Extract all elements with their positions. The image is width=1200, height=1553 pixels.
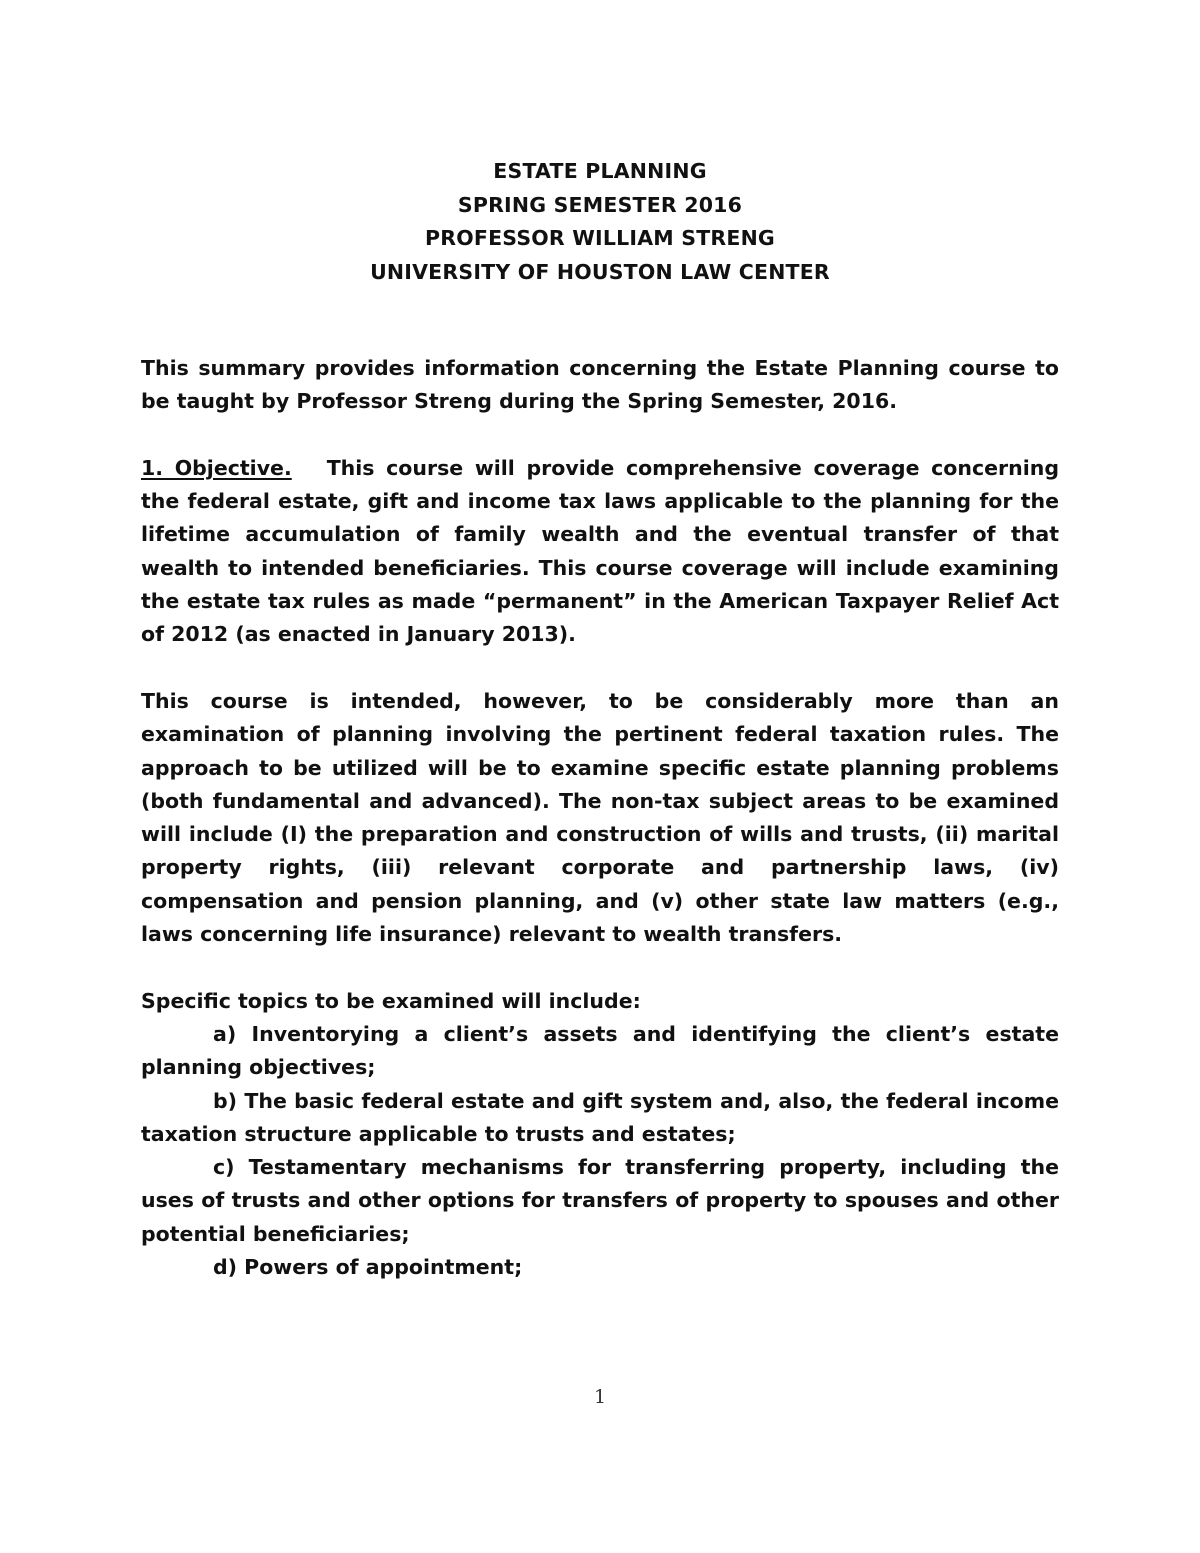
objective-text: This course will provide comprehensive coverage concerning the federal estate, gift and income tax laws applicable to the planning for the lifetime accumulation of family wealth and the eventual transfer of that wealth to intended beneficiaries. This course coverage will include examining the estate tax rules as made “permanent” in the American Taxpayer Relief Act of 2012 (as enacted in January 2013).	[141, 455, 1059, 647]
topic-item: c) Testamentary mechanisms for transferring property, including the uses of trusts and other options for transfers of property to spouses and other potential beneficiaries;	[141, 1155, 1059, 1246]
topics-list	[141, 985, 1059, 1285]
institution: UNIVERSITY OF HOUSTON LAW CENTER	[370, 259, 830, 284]
page-number: 1	[593, 1386, 607, 1408]
professor: PROFESSOR WILLIAM STRENG	[425, 226, 775, 250]
semester: SPRING SEMESTER 2016	[457, 192, 743, 217]
approach-paragraph: This course is intended, however, to be considerably more than an examination of planning involving the pertinent federal taxation rules. The approach to be utilized will be to examine specific estate planning problems (both fundamental and advanced). The non-tax subject areas to be examined will include (I) the preparation and construction of wills and trusts, (ii) marital property rights, (iii) relevant corporate and partnership laws, (iv) compensation and pension planning, and (v) other state law matters (e.g., laws concerning life insurance) relevant to wealth transfers.	[141, 688, 1059, 947]
objective-paragraph	[141, 452, 1059, 652]
intro-paragraph: This summary provides information concerning the Estate Planning course to be taught by Professor Streng during the Spring Semester, 2016.	[141, 356, 1059, 414]
topics-intro: Specific topics to be examined will include:	[141, 988, 641, 1013]
topic-item: a) Inventorying a client’s assets and identifying the client’s estate planning objectives;	[141, 1021, 1059, 1080]
document-heading	[0, 155, 1200, 289]
topic-item: b) The basic federal estate and gift system and, also, the federal income taxation structure applicable to trusts and estates;	[141, 1088, 1059, 1146]
objective-label: 1. Objective.	[141, 455, 292, 480]
topic-item: d) Powers of appointment;	[213, 1255, 523, 1280]
document-body	[141, 352, 1059, 1284]
course-title: ESTATE PLANNING	[493, 159, 707, 183]
